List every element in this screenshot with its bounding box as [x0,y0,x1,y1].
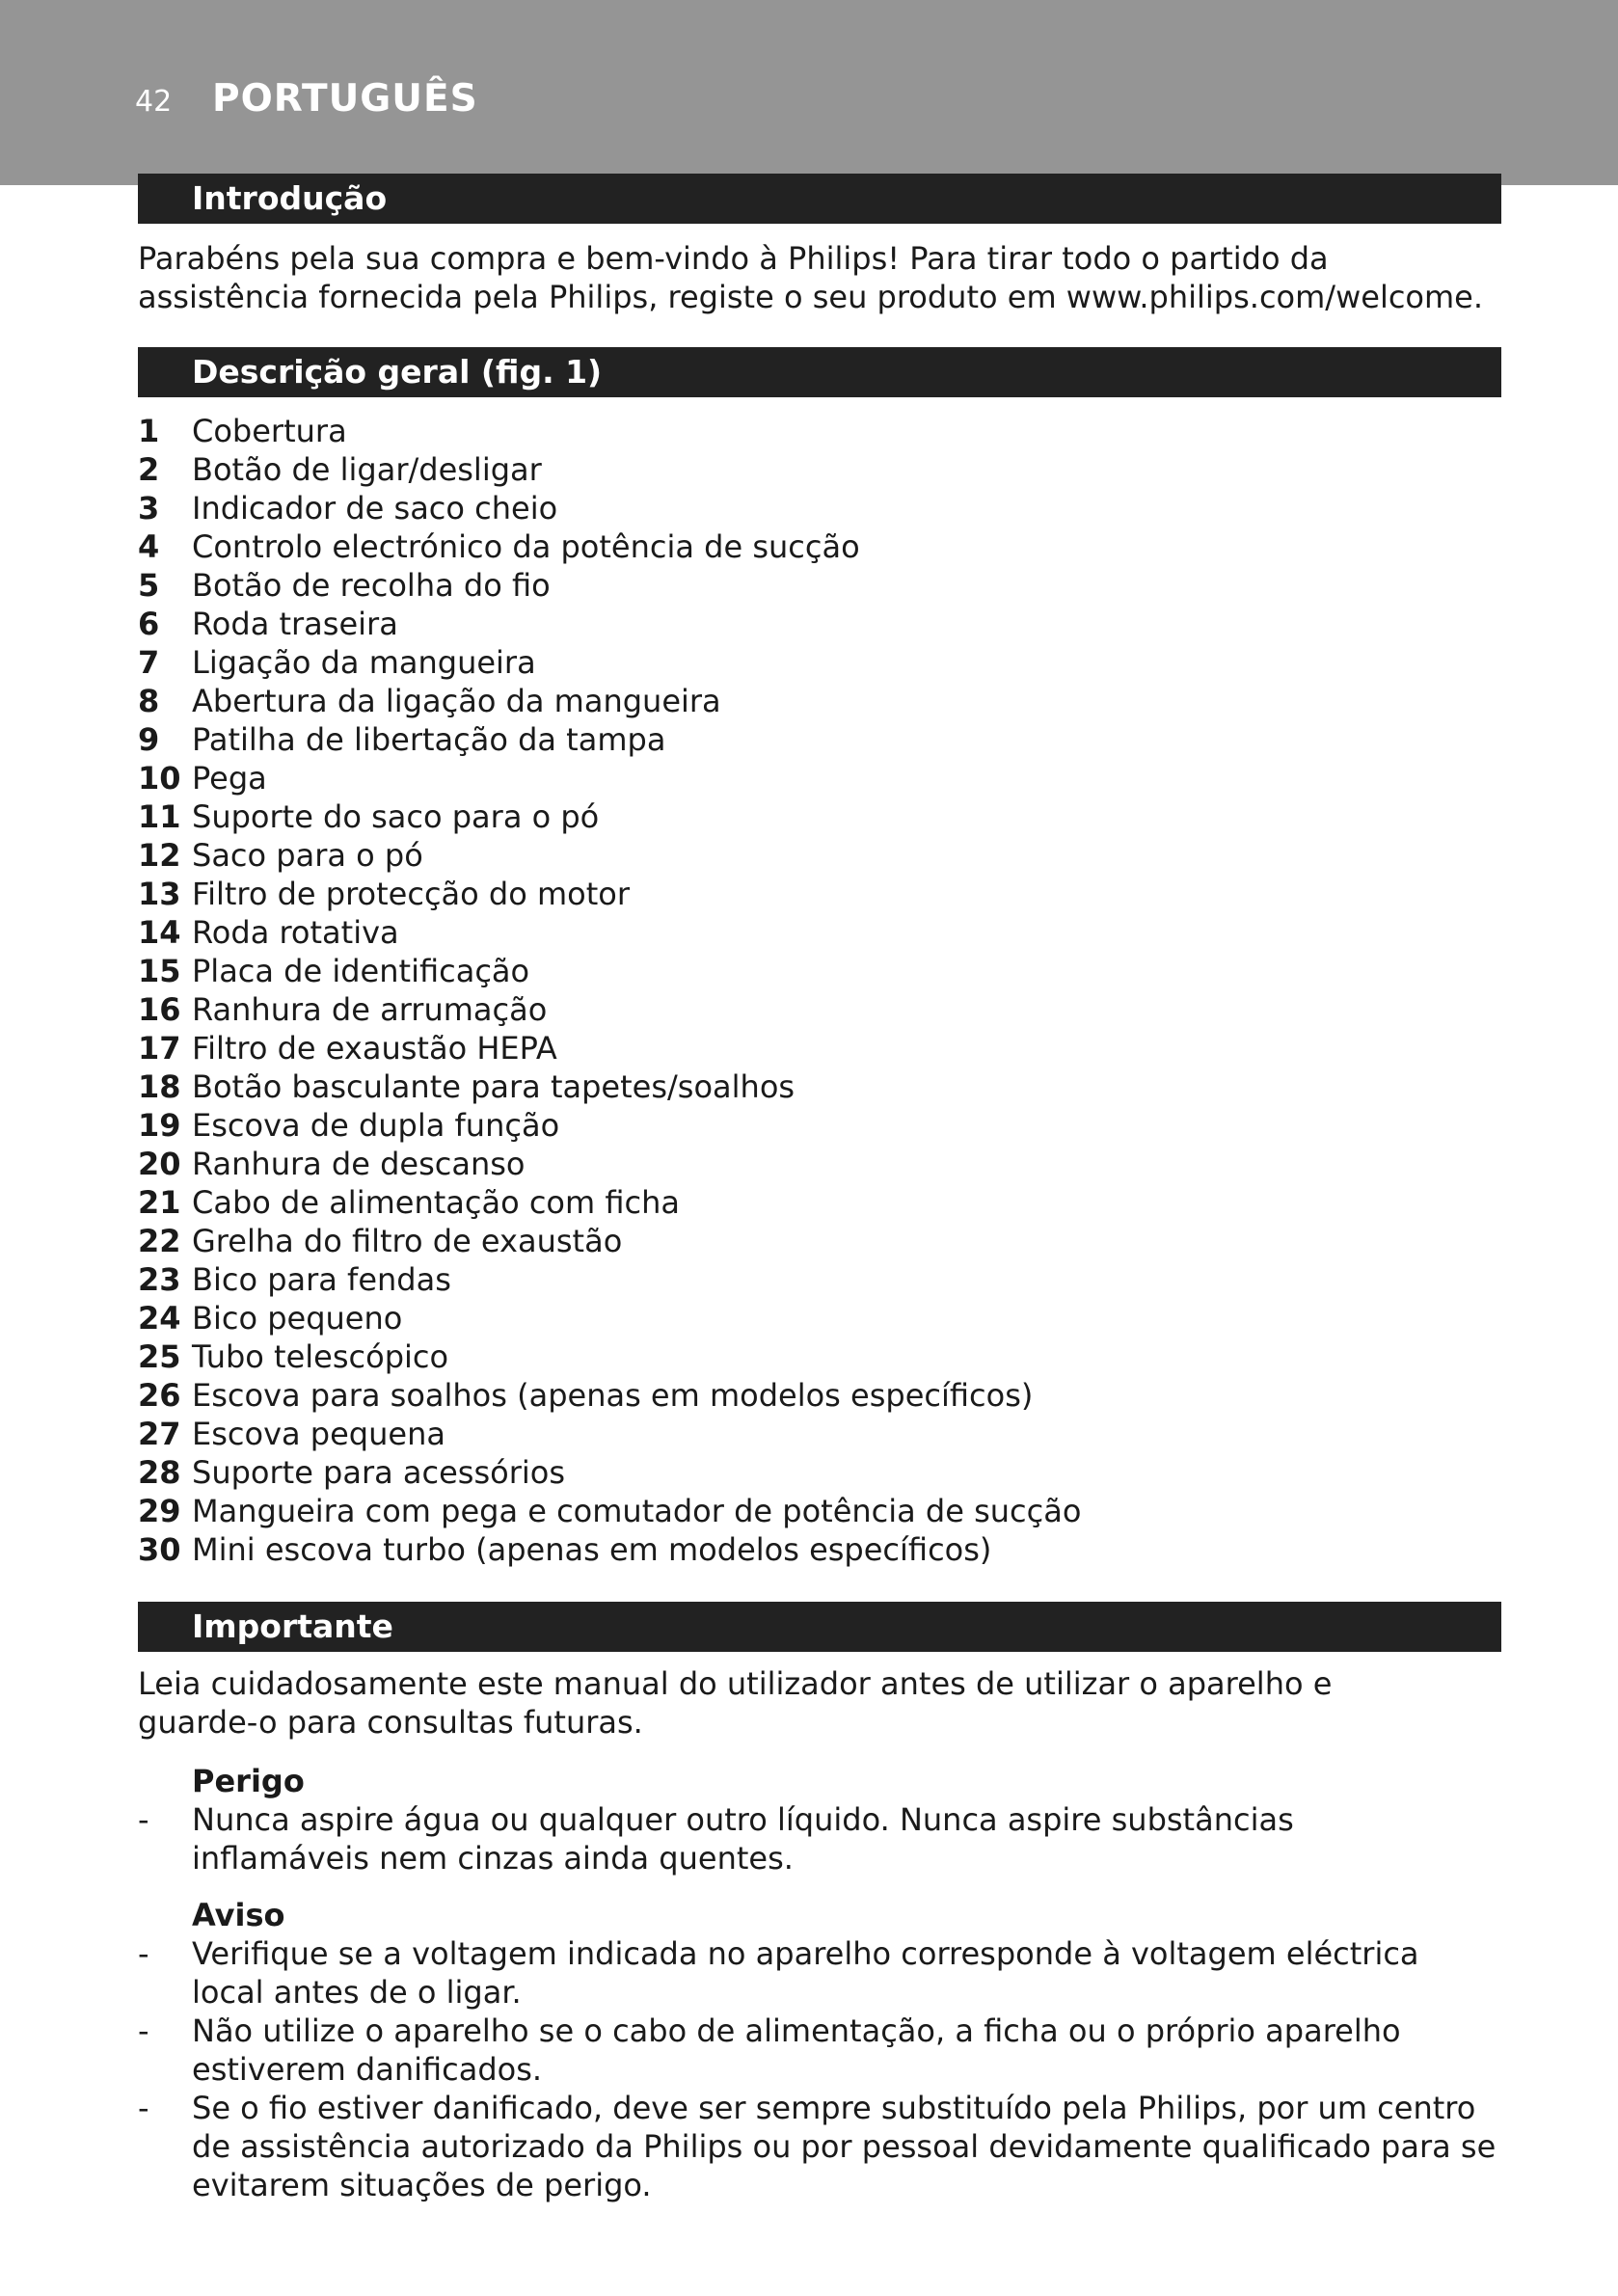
parts-list-item [138,759,1081,797]
part-label: Botão basculante para tapetes/soalhos [192,1068,796,1105]
part-label: Mini escova turbo (apenas em modelos específicos) [192,1531,992,1568]
parts-list-item [138,836,1081,875]
section-heading-overview: Descrição geral (fig. 1) [138,347,1501,397]
part-label: Botão de recolha do fio [192,567,551,604]
part-number: 15 [138,953,181,989]
warning-item-text: Se o fio estiver danificado, deve ser sempre substituído pela Philips, por um centro de assistência autorizado da Philips ou por pessoal devidamente qualificado para se evitarem situações de perigo. [192,2090,1497,2203]
warning-item [138,1934,1430,2012]
part-number: 6 [138,606,160,642]
header-band [0,0,1618,185]
part-number: 21 [138,1184,181,1221]
part-number: 28 [138,1454,181,1491]
parts-list-item [138,797,1081,836]
part-label: Ligação da mangueira [192,644,536,681]
part-number: 13 [138,876,181,912]
part-number: 3 [138,490,160,527]
parts-list-item [138,1492,1081,1530]
part-label: Escova de dupla função [192,1107,560,1144]
part-number: 23 [138,1261,181,1298]
part-label: Botão de ligar/desligar [192,451,542,488]
part-number: 8 [138,683,160,719]
parts-list-item [138,1183,1081,1222]
parts-list-item [138,952,1081,990]
parts-list-item [138,1453,1081,1492]
part-number: 24 [138,1300,181,1337]
parts-list-item [138,1145,1081,1183]
parts-list-item [138,1337,1081,1376]
warning-item-text: Verifique se a voltagem indicada no aparelho corresponde à voltagem eléctrica local antes de o ligar. [192,1935,1419,2011]
part-label: Suporte para acessórios [192,1454,566,1491]
part-number: 4 [138,528,160,565]
part-label: Controlo electrónico da potência de sucção [192,528,860,565]
warning-item [138,2089,1507,2204]
part-number: 16 [138,991,181,1028]
part-number: 29 [138,1493,181,1529]
part-label: Cobertura [192,413,347,449]
part-number: 20 [138,1146,181,1182]
parts-list-item [138,1222,1081,1260]
important-intro-paragraph: Leia cuidadosamente este manual do utilizador antes de utilizar o aparelho e guarde-o para consultas futuras. [138,1665,1333,1741]
section-heading-important: Importante [138,1602,1501,1652]
part-label: Ranhura de descanso [192,1146,526,1182]
part-label: Indicador de saco cheio [192,490,558,527]
parts-list-item [138,1106,1081,1145]
parts-list-item [138,720,1081,759]
part-number: 14 [138,914,181,951]
warning-item-text: Não utilize o aparelho se o cabo de alimentação, a ficha ou o próprio aparelho estiverem danificados. [192,2012,1401,2088]
part-label: Abertura da ligação da mangueira [192,683,721,719]
part-label: Cabo de alimentação com ficha [192,1184,680,1221]
parts-list-item [138,450,1081,489]
part-number: 1 [138,413,160,449]
section-heading-introduction: Introdução [138,174,1501,224]
danger-item-text: Nunca aspire água ou qualquer outro líquido. Nunca aspire substâncias inflamáveis nem cinzas ainda quentes. [192,1801,1294,1877]
parts-list-item [138,489,1081,527]
parts-list-item [138,913,1081,952]
part-number: 12 [138,837,181,874]
parts-list-item [138,875,1081,913]
part-number: 18 [138,1068,181,1105]
part-number: 27 [138,1416,181,1452]
danger-heading: Perigo [192,1763,305,1799]
part-label: Escova para soalhos (apenas em modelos específicos) [192,1377,1034,1414]
introduction-paragraph: Parabéns pela sua compra e bem-vindo à Philips! Para tirar todo o partido da assistência fornecida pela Philips, registe o seu produto em www.philips.com/welcome. [138,240,1484,315]
language-title: PORTUGUÊS [212,77,478,121]
part-label: Patilha de libertação da tampa [192,721,666,758]
part-label: Suporte do saco para o pó [192,798,600,835]
parts-list-item [138,1530,1081,1569]
part-label: Roda traseira [192,606,398,642]
parts-list-item [138,566,1081,605]
part-label: Roda rotativa [192,914,399,951]
part-label: Ranhura de arrumação [192,991,548,1028]
part-number: 10 [138,760,181,797]
part-label: Bico para fendas [192,1261,451,1298]
part-label: Filtro de protecção do motor [192,876,630,912]
parts-list-item [138,527,1081,566]
parts-list-item [138,1260,1081,1299]
page-number: 42 [135,85,173,119]
bullet-dash: - [138,1935,149,1972]
warning-heading: Aviso [192,1897,285,1933]
part-label: Filtro de exaustão HEPA [192,1030,557,1067]
parts-list-item [138,643,1081,682]
warning-item [138,2012,1469,2089]
part-label: Saco para o pó [192,837,423,874]
danger-item [138,1800,1478,1877]
part-number: 25 [138,1338,181,1375]
bullet-dash: - [138,1801,149,1838]
parts-list-item [138,682,1081,720]
part-number: 7 [138,644,160,681]
part-label: Tubo telescópico [192,1338,449,1375]
bullet-dash: - [138,2012,149,2049]
part-label: Grelha do filtro de exaustão [192,1223,623,1259]
part-number: 9 [138,721,160,758]
parts-list-item [138,1029,1081,1067]
parts-list [138,412,1081,1569]
part-number: 11 [138,798,181,835]
part-label: Mangueira com pega e comutador de potência de sucção [192,1493,1082,1529]
part-number: 22 [138,1223,181,1259]
part-label: Pega [192,760,267,797]
parts-list-item [138,412,1081,450]
part-label: Bico pequeno [192,1300,403,1337]
parts-list-item [138,605,1081,643]
parts-list-item [138,1376,1081,1415]
parts-list-item [138,1067,1081,1106]
bullet-dash: - [138,2090,149,2126]
part-number: 26 [138,1377,181,1414]
part-label: Placa de identificação [192,953,530,989]
part-number: 30 [138,1531,181,1568]
parts-list-item [138,1415,1081,1453]
part-label: Escova pequena [192,1416,445,1452]
part-number: 2 [138,451,160,488]
part-number: 5 [138,567,160,604]
part-number: 17 [138,1030,181,1067]
parts-list-item [138,1299,1081,1337]
part-number: 19 [138,1107,181,1144]
parts-list-item [138,990,1081,1029]
